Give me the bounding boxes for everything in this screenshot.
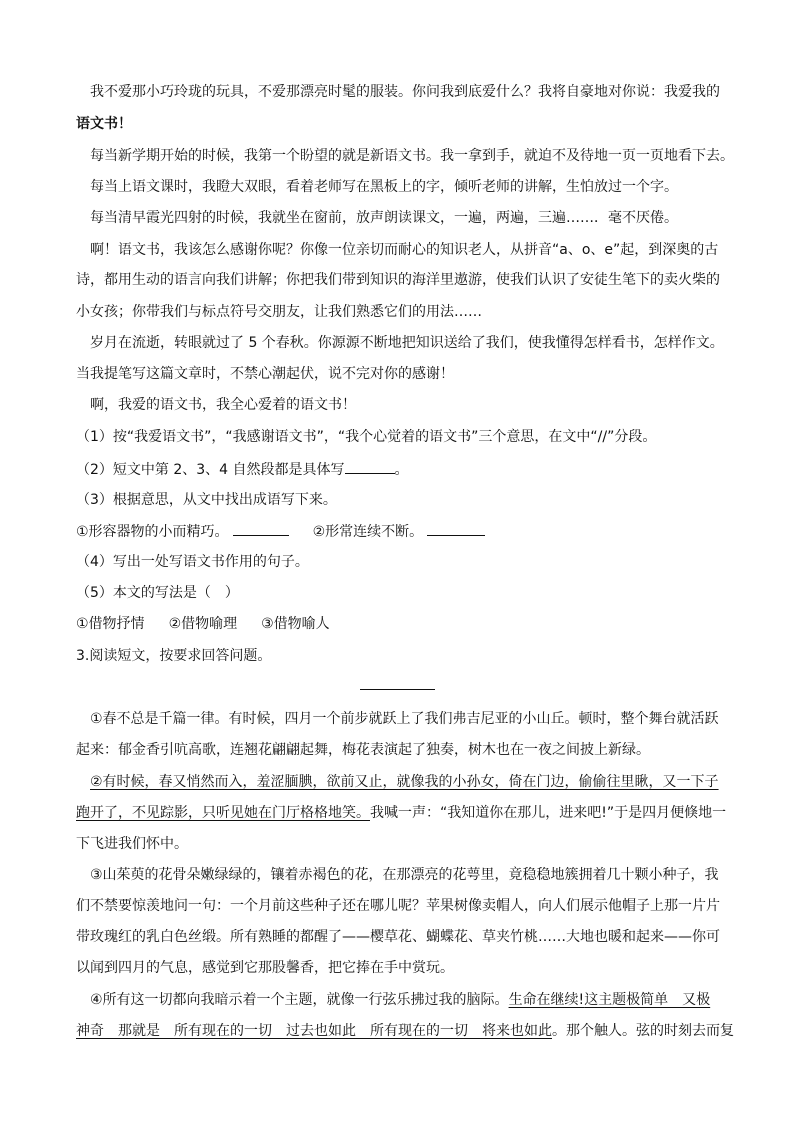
question-5-option-2: ②借物喻理 bbox=[168, 616, 238, 632]
question-2-text: （2）短文中第 2、3、4 自然段都是具体写 bbox=[76, 462, 345, 478]
question-2 bbox=[76, 459, 409, 480]
article2-p2-line2-rest: 我喊一声：“我知道你在那儿，进来吧!”于是四月便倏地一 bbox=[370, 805, 727, 821]
question-2-end: 。 bbox=[394, 462, 409, 478]
article2-p3-line2: 们不禁要惊羡地问一句：一个月前这些种子还在哪儿呢？苹果树像卖帽人，向人们展示他帽子上那一片片 bbox=[76, 898, 720, 914]
article2-p4-line1 bbox=[90, 990, 710, 1010]
article1-p5-line1: 啊！语文书，我该怎么感谢你呢？你像一位亲切而耐心的知识老人，从拼音“a、o、e”起，到深奥的古 bbox=[90, 242, 719, 258]
question-5: （5）本文的写法是（ ） bbox=[76, 585, 239, 601]
question-4: （4）写出一处写语文书作用的句子。 bbox=[76, 554, 309, 570]
article1-p5-line3: 小女孩；你带我们与标点符号交朋友，让我们熟悉它们的用法…… bbox=[76, 304, 482, 320]
article2-p2-line1: ②有时候，春又悄然而入，羞涩腼腆，欲前又止，就像我的小孙女，倚在门边，偷偷往里瞅，又一下子 bbox=[90, 774, 719, 790]
answer-blank[interactable] bbox=[427, 521, 485, 536]
article2-p2-line3: 下飞进我们怀中。 bbox=[76, 836, 188, 852]
underlined-sentence: 跑开了，不见踪影，只听见她在门厅格格地笑。 bbox=[76, 805, 370, 821]
article1-p1-line1: 我不爱那小巧玲珑的玩具，不爱那漂亮时髦的服装。你问我到底爱什么？我将自豪地对你说：我爱我的 bbox=[90, 84, 720, 100]
article1-p4: 每当清早霞光四射的时候，我就坐在窗前，放声朗读课文，一遍，两遍，三遍……．毫不厌倦。 bbox=[90, 210, 678, 226]
article1-p5-line2: 诗，都用生动的语言向我们讲解；你把我们带到知识的海洋里遨游，使我们认识了安徒生笔下的卖火柴的 bbox=[76, 272, 720, 288]
answer-blank[interactable] bbox=[345, 459, 395, 474]
question-5-option-3: ③借物喻人 bbox=[261, 616, 330, 632]
article1-p7: 啊，我爱的语文书，我全心爱着的语文书！ bbox=[90, 397, 356, 413]
underlined-phrase: 生命在继续! bbox=[508, 992, 585, 1008]
article1-p3: 每当上语文课时，我瞪大双眼，看着老师写在黑板上的字，倾听老师的讲解，生怕放过一个字。 bbox=[90, 179, 678, 195]
article2-p4-line2-rest: 。那个触人。弦的时刻去而复 bbox=[552, 1023, 734, 1039]
question-3-option-1: ①形容器物的小而精巧。 bbox=[76, 524, 229, 540]
article2-p4-line2 bbox=[76, 1021, 734, 1041]
article2-p3-line1: ③山茱萸的花骨朵嫩绿绿的，镶着赤褐色的花，在那漂亮的花萼里，竟稳稳地簇拥着几十颗小种子，我 bbox=[90, 867, 719, 883]
article1-p6-line2: 当我提笔写这篇文章时，不禁心潮起伏，说不完对你的感谢！ bbox=[76, 366, 454, 382]
underlined-phrase: 这主题极简单 又极 bbox=[584, 992, 711, 1008]
question-5-option-1: ①借物抒情 bbox=[76, 616, 145, 632]
underlined-phrase: 神奇 那就是 所有现在的一切 过去也如此 所有现在的一切 将来也如此 bbox=[76, 1023, 552, 1039]
article1-p2: 每当新学期开始的时候，我第一个盼望的就是新语文书。我一拿到手，就迫不及待地一页一页地看下去。 bbox=[90, 148, 734, 164]
article2-p3-line4: 以闻到四月的气息，感觉到它那股馨香，把它捧在手中赏玩。 bbox=[76, 960, 454, 976]
question-1: （1）按“我爱语文书”，“我感谢语文书”，“我个心觉着的语文书”三个意思，在文中“//”分段。 bbox=[76, 429, 657, 445]
question-3: （3）根据意思，从文中找出成语写下来。 bbox=[76, 492, 337, 508]
question-3-option-2: ②形常连续不断。 bbox=[312, 524, 424, 540]
article2-p3-line3: 带玫瑰红的乳白色丝缎。所有熟睡的都醒了——樱草花、蝴蝶花、草夹竹桃……大地也暖和起来——你可 bbox=[76, 929, 720, 945]
section-3-heading: 3.阅读短文，按要求回答问题。 bbox=[76, 648, 272, 664]
article2-p1-line2: 起来：郁金香引吭高歌，连翘花翩翩起舞，梅花表演起了独奏，树木也在一夜之间披上新绿。 bbox=[76, 742, 650, 758]
article1-p1-line2: 语文书！ bbox=[76, 116, 132, 132]
answer-blank[interactable] bbox=[233, 521, 289, 536]
article2-p2-line2 bbox=[76, 803, 726, 823]
passage-title-blank bbox=[360, 689, 435, 690]
question-5-options bbox=[76, 614, 330, 634]
article1-p6-line1: 岁月在流逝，转眼就过了 5 个春秋。你源源不断地把知识送给了我们，使我懂得怎样看书，怎样作文。 bbox=[90, 335, 724, 351]
article2-p4-text: ④所有这一切都向我暗示着一个主题，就像一行弦乐拂过我的脑际。 bbox=[90, 992, 509, 1008]
question-3-options bbox=[76, 521, 485, 542]
article2-p1-line1: ①春不总是千篇一律。有时候，四月一个前步就跃上了我们弗吉尼亚的小山丘。顿时，整个舞台就活跃 bbox=[90, 711, 719, 727]
